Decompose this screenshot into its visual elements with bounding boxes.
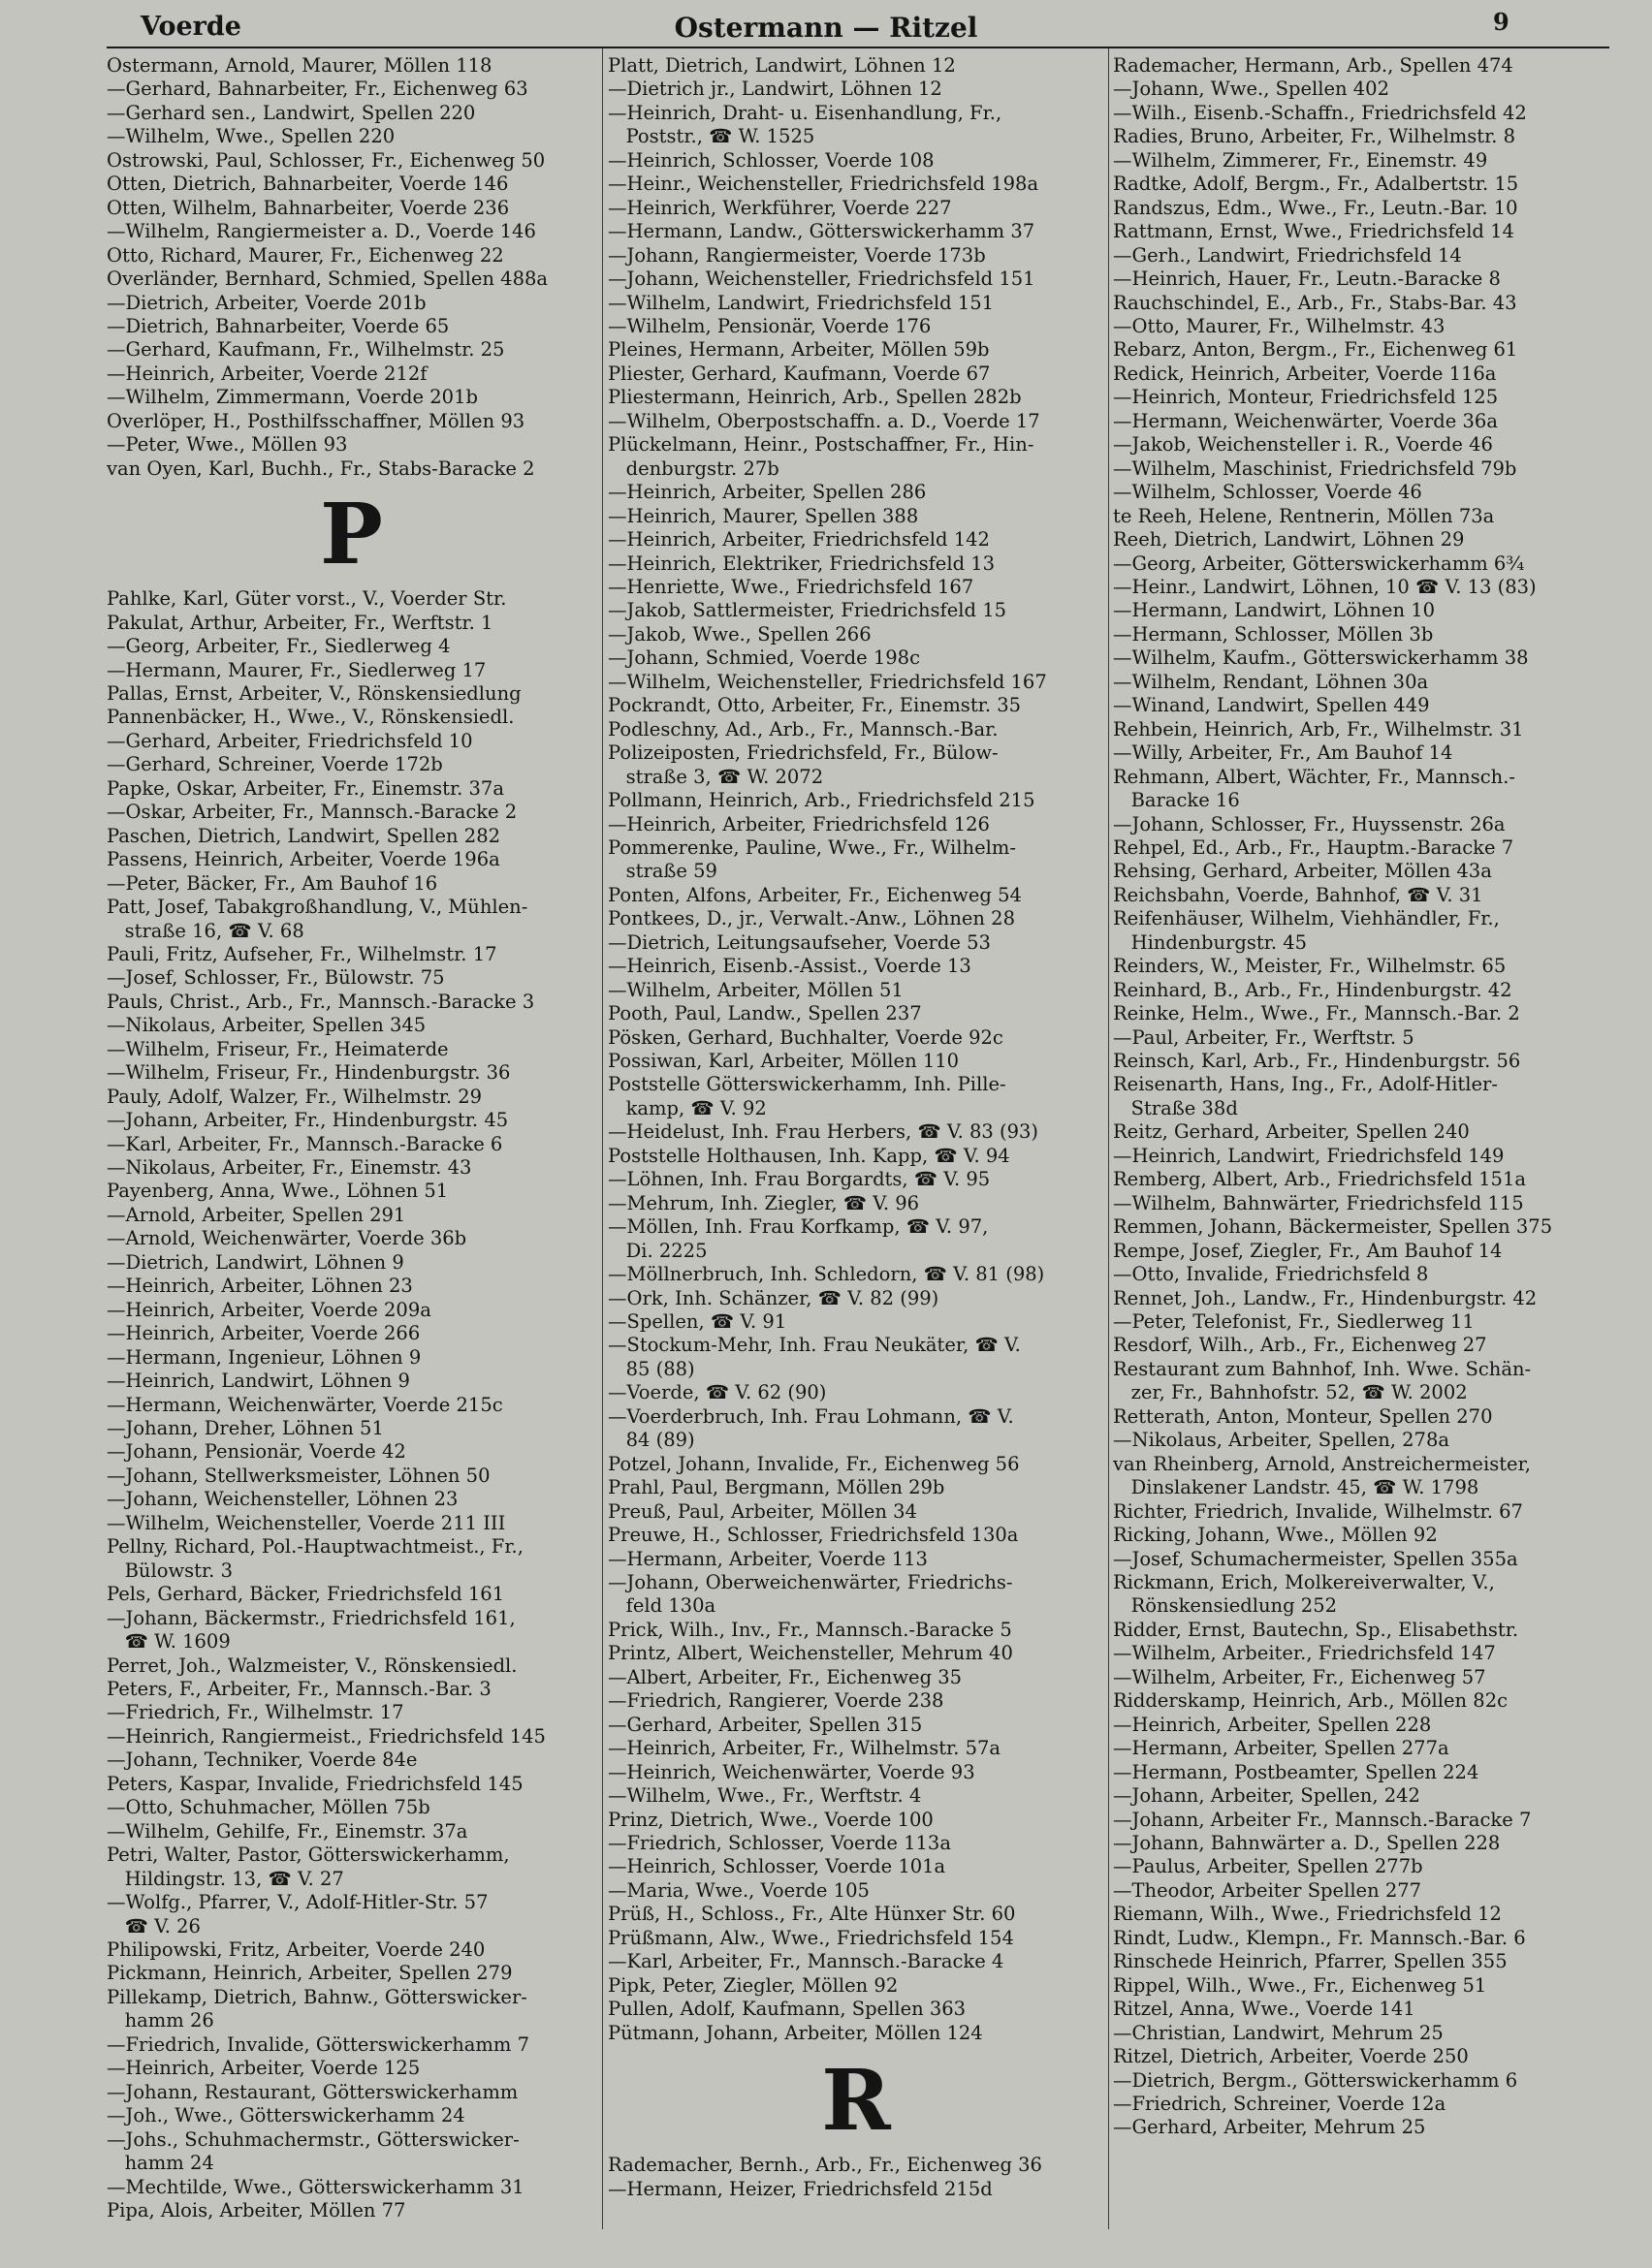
directory-entry: Reitz, Gerhard, Arbeiter, Spellen 240 — [1113, 1120, 1470, 1144]
directory-entry: —Wilhelm, Friseur, Fr., Hindenburgstr. 36 — [107, 1061, 511, 1085]
directory-entry: —Heinrich, Arbeiter, Voerde 266 — [107, 1322, 421, 1345]
directory-entry: Rennet, Joh., Landw., Fr., Hindenburgstr. 42 — [1113, 1286, 1538, 1309]
directory-entry-continuation: 84 (89) — [608, 1429, 695, 1452]
directory-entry: —Friedrich, Schlosser, Voerde 113a — [608, 1831, 951, 1854]
directory-entry: —Arnold, Weichenwärter, Voerde 36b — [107, 1227, 467, 1250]
directory-entry: —Wilhelm, Schlosser, Voerde 46 — [1113, 481, 1422, 504]
directory-entry: —Arnold, Arbeiter, Spellen 291 — [107, 1203, 406, 1226]
directory-entry: Paschen, Dietrich, Landwirt, Spellen 282 — [107, 824, 501, 847]
directory-entry: —Peter, Bäcker, Fr., Am Bauhof 16 — [107, 871, 438, 895]
directory-entry: —Joh., Wwe., Götterswickerhamm 24 — [107, 2104, 465, 2127]
directory-entry: Pommerenke, Pauline, Wwe., Fr., Wilhelm- — [608, 835, 1016, 859]
directory-entry: Ostrowski, Paul, Schlosser, Fr., Eichenweg 50 — [107, 148, 546, 172]
directory-entry: Platt, Dietrich, Landwirt, Löhnen 12 — [608, 54, 956, 77]
directory-entry-continuation: denburgstr. 27b — [608, 457, 779, 480]
directory-entry: —Josef, Schlosser, Fr., Bülowstr. 75 — [107, 966, 445, 990]
directory-entry: —Heinrich, Elektriker, Friedrichsfeld 13 — [608, 551, 996, 575]
directory-entry: —Wilhelm, Maschinist, Friedrichsfeld 79b — [1113, 457, 1517, 480]
directory-entry: —Heinrich, Landwirt, Löhnen 9 — [107, 1370, 410, 1393]
directory-entry: Pallas, Ernst, Arbeiter, V., Rönskensiedlung — [107, 681, 522, 705]
directory-entry: —Nikolaus, Arbeiter, Spellen, 278a — [1113, 1429, 1449, 1452]
directory-entry: —Hermann, Arbeiter, Spellen 277a — [1113, 1737, 1449, 1760]
directory-entry: —Josef, Schumachermeister, Spellen 355a — [1113, 1547, 1518, 1570]
directory-entry: —Gerhard, Schreiner, Voerde 172b — [107, 753, 443, 776]
directory-entry-continuation: feld 130a — [608, 1594, 716, 1618]
directory-entry: —Johann, Rangiermeister, Voerde 173b — [608, 243, 986, 267]
directory-entry: —Heinrich, Hauer, Fr., Leutn.-Baracke 8 — [1113, 268, 1501, 291]
section-letter: R — [821, 2052, 891, 2151]
directory-entry: —Wilhelm, Zimmerer, Fr., Einemstr. 49 — [1113, 148, 1488, 172]
directory-entry: Plückelmann, Heinr., Postschaffner, Fr., Hin- — [608, 433, 1034, 457]
directory-column-3 — [1113, 54, 1603, 2140]
directory-entry: Pipa, Alois, Arbeiter, Möllen 77 — [107, 2198, 406, 2221]
directory-entry-continuation: 85 (88) — [608, 1357, 695, 1380]
directory-entry: Peters, F., Arbeiter, Fr., Mannsch.-Bar. 3 — [107, 1678, 492, 1700]
directory-entry: —Hermann, Weichenwärter, Voerde 215c — [107, 1393, 503, 1416]
directory-entry: Rinschede Heinrich, Pfarrer, Spellen 355 — [1113, 1950, 1508, 1973]
directory-entry: Pütmann, Johann, Arbeiter, Möllen 124 — [608, 2021, 983, 2044]
directory-entry: Peters, Kaspar, Invalide, Friedrichsfeld 145 — [107, 1772, 524, 1795]
directory-entry-continuation: zer, Fr., Bahnhofstr. 52, ☎ W. 2002 — [1113, 1381, 1468, 1404]
directory-entry: —Willy, Arbeiter, Fr., Am Bauhof 14 — [1113, 741, 1453, 765]
directory-entry-continuation: straße 59 — [608, 860, 717, 883]
directory-entry: Reinders, W., Meister, Fr., Wilhelmstr. 65 — [1113, 955, 1507, 978]
directory-entry: —Gerhard, Kaufmann, Fr., Wilhelmstr. 25 — [107, 338, 505, 362]
directory-entry-continuation: Hildingstr. 13, ☎ V. 27 — [107, 1867, 344, 1890]
directory-entry: —Wilhelm, Pensionär, Voerde 176 — [608, 314, 932, 337]
directory-entry: Possiwan, Karl, Arbeiter, Möllen 110 — [608, 1050, 960, 1073]
directory-entry: Remberg, Albert, Arb., Friedrichsfeld 151a — [1113, 1168, 1526, 1191]
directory-entry: Pakulat, Arthur, Arbeiter, Fr., Werftstr. 1 — [107, 611, 493, 634]
directory-entry: —Wilhelm, Zimmermann, Voerde 201b — [107, 386, 478, 409]
directory-entry: Ridder, Ernst, Bautechn, Sp., Elisabethstr. — [1113, 1618, 1519, 1641]
directory-entry: —Oskar, Arbeiter, Fr., Mannsch.-Baracke 2 — [107, 801, 518, 824]
directory-entry: Pipk, Peter, Ziegler, Möllen 92 — [608, 1973, 899, 1997]
directory-entry: —Möllen, Inh. Frau Korfkamp, ☎ V. 97, — [608, 1215, 989, 1239]
directory-entry-continuation: kamp, ☎ V. 92 — [608, 1096, 767, 1119]
directory-entry: Otten, Dietrich, Bahnarbeiter, Voerde 146 — [107, 173, 509, 196]
directory-column-2 — [608, 54, 1104, 2201]
directory-entry: Prüß, H., Schloss., Fr., Alte Hünxer Str. 60 — [608, 1903, 1016, 1926]
directory-entry: Pleines, Hermann, Arbeiter, Möllen 59b — [608, 338, 990, 362]
directory-entry: Rehsing, Gerhard, Arbeiter, Möllen 43a — [1113, 860, 1492, 883]
directory-entry: —Gerhard, Arbeiter, Friedrichsfeld 10 — [107, 729, 473, 752]
directory-entry: Rauchschindel, E., Arb., Fr., Stabs-Bar. 43 — [1113, 291, 1517, 314]
directory-entry: Rattmann, Ernst, Wwe., Friedrichsfeld 14 — [1113, 220, 1514, 243]
directory-entry: —Heidelust, Inh. Frau Herbers, ☎ V. 83 (93) — [608, 1120, 1039, 1144]
directory-entry: Pellny, Richard, Pol.-Hauptwachtmeist., Fr., — [107, 1535, 524, 1559]
directory-entry: —Heinrich, Draht- u. Eisenhandlung, Fr., — [608, 101, 1002, 124]
directory-entry: —Johann, Oberweichenwärter, Friedrichs- — [608, 1571, 1013, 1593]
directory-entry: —Winand, Landwirt, Spellen 449 — [1113, 694, 1430, 717]
directory-entry: Reinsch, Karl, Arb., Fr., Hindenburgstr. 56 — [1113, 1050, 1521, 1073]
directory-entry: Ritzel, Dietrich, Arbeiter, Voerde 250 — [1113, 2045, 1469, 2068]
directory-entry: Petri, Walter, Pastor, Götterswickerhamm, — [107, 1843, 510, 1867]
directory-entry: —Gerhard sen., Landwirt, Spellen 220 — [107, 101, 476, 124]
directory-entry: Riemann, Wilh., Wwe., Friedrichsfeld 12 — [1113, 1903, 1502, 1926]
directory-entry: Overlöper, H., Posthilfsschaffner, Möllen 93 — [107, 409, 525, 432]
directory-entry: Randszus, Edm., Wwe., Fr., Leutn.-Bar. 10 — [1113, 196, 1518, 219]
directory-entry: —Georg, Arbeiter, Fr., Siedlerweg 4 — [107, 635, 451, 658]
directory-entry: Remmen, Johann, Bäckermeister, Spellen 375 — [1113, 1215, 1553, 1239]
directory-entry: —Heinrich, Monteur, Friedrichsfeld 125 — [1113, 386, 1499, 409]
directory-entry-continuation: Hindenburgstr. 45 — [1113, 930, 1308, 954]
directory-entry: Restaurant zum Bahnhof, Inh. Wwe. Schän- — [1113, 1357, 1532, 1380]
directory-entry: Reichsbahn, Voerde, Bahnhof, ☎ V. 31 — [1113, 883, 1483, 906]
directory-entry: te Reeh, Helene, Rentnerin, Möllen 73a — [1113, 504, 1495, 527]
directory-entry-continuation: ☎ V. 26 — [107, 1914, 201, 1937]
directory-entry: —Otto, Invalide, Friedrichsfeld 8 — [1113, 1263, 1429, 1286]
directory-entry: Preuwe, H., Schlosser, Friedrichsfeld 130a — [608, 1524, 1019, 1547]
directory-entry: van Rheinberg, Arnold, Anstreichermeister, — [1113, 1452, 1531, 1475]
directory-entry: —Johann, Schlosser, Fr., Huyssenstr. 26a — [1113, 812, 1506, 835]
directory-entry: —Hermann, Ingenieur, Löhnen 9 — [107, 1345, 422, 1369]
directory-entry: —Jakob, Weichensteller i. R., Voerde 46 — [1113, 433, 1493, 457]
directory-entry: Reeh, Dietrich, Landwirt, Löhnen 29 — [1113, 528, 1465, 551]
directory-entry: —Christian, Landwirt, Mehrum 25 — [1113, 2021, 1444, 2044]
directory-entry: Pickmann, Heinrich, Arbeiter, Spellen 279 — [107, 1962, 513, 1985]
page-header — [0, 0, 1652, 48]
directory-entry: —Voerde, ☎ V. 62 (90) — [608, 1381, 827, 1404]
directory-entry: —Heinr., Weichensteller, Friedrichsfeld 198a — [608, 173, 1039, 196]
directory-entry: Rademacher, Hermann, Arb., Spellen 474 — [1113, 54, 1513, 77]
directory-entry: Pockrandt, Otto, Arbeiter, Fr., Einemstr. 35 — [608, 694, 1022, 717]
directory-entry: —Jakob, Wwe., Spellen 266 — [608, 622, 872, 646]
directory-entry: —Paul, Arbeiter, Fr., Werftstr. 5 — [1113, 1025, 1414, 1049]
directory-entry-continuation: Rönskensiedlung 252 — [1113, 1594, 1338, 1618]
directory-entry: Pels, Gerhard, Bäcker, Friedrichsfeld 161 — [107, 1583, 505, 1606]
directory-entry: —Gerhard, Arbeiter, Spellen 315 — [608, 1713, 923, 1736]
directory-entry: —Heinrich, Arbeiter, Fr., Wilhelmstr. 57a — [608, 1737, 1001, 1760]
directory-entry-continuation: ☎ W. 1609 — [107, 1630, 231, 1654]
directory-entry: —Otto, Maurer, Fr., Wilhelmstr. 43 — [1113, 314, 1446, 337]
directory-entry: Retterath, Anton, Monteur, Spellen 270 — [1113, 1404, 1493, 1428]
directory-entry: —Heinrich, Arbeiter, Spellen 228 — [1113, 1713, 1432, 1736]
directory-entry: —Wilhelm, Landwirt, Friedrichsfeld 151 — [608, 291, 995, 314]
directory-entry: Rehbein, Heinrich, Arb, Fr., Wilhelmstr. 31 — [1113, 717, 1524, 740]
directory-column-1 — [107, 54, 596, 2222]
directory-entry: —Ork, Inh. Schänzer, ☎ V. 82 (99) — [608, 1286, 939, 1309]
directory-entry: Pullen, Adolf, Kaufmann, Spellen 363 — [608, 1998, 967, 2021]
directory-entry: —Nikolaus, Arbeiter, Spellen 345 — [107, 1014, 427, 1037]
directory-entry: Passens, Heinrich, Arbeiter, Voerde 196a — [107, 848, 500, 871]
directory-entry: —Heinrich, Arbeiter, Voerde 209a — [107, 1298, 431, 1321]
directory-entry: —Dietrich, Landwirt, Löhnen 9 — [107, 1250, 404, 1274]
directory-entry: Polizeiposten, Friedrichsfeld, Fr., Bülow- — [608, 741, 999, 765]
directory-entry: Rippel, Wilh., Wwe., Fr., Eichenweg 51 — [1113, 1973, 1487, 1997]
directory-entry: —Wilhelm, Weichensteller, Voerde 211 III — [107, 1511, 506, 1534]
directory-entry: —Heinrich, Arbeiter, Friedrichsfeld 142 — [608, 528, 990, 551]
directory-entry: —Wilhelm, Friseur, Fr., Heimaterde — [107, 1037, 449, 1060]
column-divider — [602, 48, 603, 2229]
directory-entry: —Johann, Bäckermstr., Friedrichsfeld 161, — [107, 1606, 516, 1629]
directory-entry: Rebarz, Anton, Bergm., Fr., Eichenweg 61 — [1113, 338, 1518, 362]
directory-entry: —Dietrich, Bahnarbeiter, Voerde 65 — [107, 314, 450, 337]
directory-entry: Resdorf, Wilh., Arb., Fr., Eichenweg 27 — [1113, 1334, 1487, 1357]
directory-entry: —Mechtilde, Wwe., Götterswickerhamm 31 — [107, 2175, 524, 2198]
directory-entry: —Heinrich, Arbeiter, Voerde 125 — [107, 2057, 421, 2080]
directory-entry: Rindt, Ludw., Klempn., Fr. Mannsch.-Bar. 6 — [1113, 1926, 1526, 1949]
directory-entry: —Heinrich, Arbeiter, Löhnen 23 — [107, 1275, 413, 1298]
directory-entry: —Wilhelm, Weichensteller, Friedrichsfeld 167 — [608, 670, 1047, 693]
page-number: 9 — [1493, 8, 1509, 36]
directory-entry: —Dietrich jr., Landwirt, Löhnen 12 — [608, 78, 942, 101]
directory-entry: —Voerderbruch, Inh. Frau Lohmann, ☎ V. — [608, 1404, 1014, 1428]
directory-entry-continuation: Bülowstr. 3 — [107, 1559, 233, 1582]
directory-entry: Papke, Oskar, Arbeiter, Fr., Einemstr. 37a — [107, 776, 504, 800]
directory-entry: —Friedrich, Rangierer, Voerde 238 — [608, 1689, 944, 1713]
directory-entry: —Johann, Pensionär, Voerde 42 — [107, 1440, 406, 1464]
directory-entry: —Johs., Schuhmachermstr., Götterswicker- — [107, 2127, 520, 2151]
directory-entry: —Heinrich, Arbeiter, Voerde 212f — [107, 362, 428, 385]
directory-entry: —Johann, Techniker, Voerde 84e — [107, 1748, 418, 1772]
directory-entry: —Heinrich, Schlosser, Voerde 108 — [608, 148, 935, 172]
directory-entry: Otto, Richard, Maurer, Fr., Eichenweg 22 — [107, 243, 504, 267]
directory-entry: —Wilhelm, Arbeiter, Möllen 51 — [608, 978, 904, 1001]
directory-entry: Preuß, Paul, Arbeiter, Möllen 34 — [608, 1499, 917, 1523]
directory-entry: Overländer, Bernhard, Schmied, Spellen 488a — [107, 268, 549, 291]
directory-entry: —Wilhelm, Gehilfe, Fr., Einemstr. 37a — [107, 1819, 468, 1843]
directory-entry: Ostermann, Arnold, Maurer, Möllen 118 — [107, 54, 492, 77]
directory-entry: van Oyen, Karl, Buchh., Fr., Stabs-Baracke 2 — [107, 457, 535, 480]
directory-entry: Payenberg, Anna, Wwe., Löhnen 51 — [107, 1180, 449, 1203]
directory-entry: Ponten, Alfons, Arbeiter, Fr., Eichenweg 54 — [608, 883, 1022, 906]
directory-entry: —Nikolaus, Arbeiter, Fr., Einemstr. 43 — [107, 1156, 472, 1180]
directory-entry: —Gerhard, Arbeiter, Mehrum 25 — [1113, 2116, 1426, 2139]
directory-entry: —Wilhelm, Oberpostschaffn. a. D., Voerde 17 — [608, 409, 1040, 432]
directory-entry: Rademacher, Bernh., Arb., Fr., Eichenweg 36 — [608, 2154, 1042, 2177]
directory-entry: —Spellen, ☎ V. 91 — [608, 1310, 787, 1334]
section-letter: P — [320, 486, 383, 584]
directory-entry: —Johann, Arbeiter Fr., Mannsch.-Baracke 7 — [1113, 1808, 1532, 1831]
directory-entry: Reifenhäuser, Wilhelm, Viehhändler, Fr., — [1113, 907, 1500, 930]
directory-entry-continuation: straße 16, ☎ V. 68 — [107, 919, 304, 942]
directory-entry: Potzel, Johann, Invalide, Fr., Eichenweg 56 — [608, 1452, 1020, 1475]
directory-entry: —Hermann, Landwirt, Löhnen 10 — [1113, 599, 1436, 622]
directory-entry: —Johann, Arbeiter, Fr., Hindenburgstr. 45 — [107, 1109, 509, 1132]
directory-entry: —Wilhelm, Wwe., Fr., Werftstr. 4 — [608, 1784, 922, 1808]
directory-entry: —Friedrich, Fr., Wilhelmstr. 17 — [107, 1701, 404, 1724]
directory-entry: Pauli, Fritz, Aufseher, Fr., Wilhelmstr. 17 — [107, 942, 497, 965]
directory-entry: —Friedrich, Invalide, Götterswickerhamm 7 — [107, 2032, 529, 2056]
directory-entry: Pooth, Paul, Landw., Spellen 237 — [608, 1002, 922, 1025]
directory-entry-continuation: hamm 26 — [107, 2009, 214, 2032]
directory-entry: —Johann, Weichensteller, Löhnen 23 — [107, 1488, 459, 1511]
directory-entry: Pliester, Gerhard, Kaufmann, Voerde 67 — [608, 362, 991, 385]
directory-entry: —Johann, Arbeiter, Spellen, 242 — [1113, 1784, 1420, 1808]
directory-entry-continuation: Baracke 16 — [1113, 789, 1240, 812]
directory-entry: Patt, Josef, Tabakgroßhandlung, V., Mühlen- — [107, 896, 528, 919]
directory-entry: —Georg, Arbeiter, Götterswickerhamm 6¾ — [1113, 551, 1525, 575]
directory-entry: Philipowski, Fritz, Arbeiter, Voerde 240 — [107, 1937, 486, 1961]
directory-entry: —Karl, Arbeiter, Fr., Mannsch.-Baracke 6 — [107, 1132, 503, 1155]
directory-entry: —Mehrum, Inh. Ziegler, ☎ V. 96 — [608, 1191, 920, 1214]
directory-entry: —Paulus, Arbeiter, Spellen 277b — [1113, 1855, 1423, 1878]
directory-entry: —Peter, Wwe., Möllen 93 — [107, 433, 348, 457]
header-rule — [107, 47, 1609, 48]
directory-entry: Ricking, Johann, Wwe., Möllen 92 — [1113, 1524, 1438, 1547]
directory-entry: —Johann, Restaurant, Götterswickerhamm — [107, 2080, 519, 2103]
directory-entry: —Gerh., Landwirt, Friedrichsfeld 14 — [1113, 243, 1462, 267]
directory-entry: Pliestermann, Heinrich, Arb., Spellen 282b — [608, 386, 1022, 409]
directory-entry: Reisenarth, Hans, Ing., Fr., Adolf-Hitler- — [1113, 1073, 1498, 1096]
directory-entry: Pollmann, Heinrich, Arb., Friedrichsfeld 215 — [608, 789, 1035, 812]
directory-entry: —Hermann, Maurer, Fr., Siedlerweg 17 — [107, 658, 487, 681]
directory-entry: —Hermann, Weichenwärter, Voerde 36a — [1113, 409, 1498, 432]
directory-entry: —Löhnen, Inh. Frau Borgardts, ☎ V. 95 — [608, 1168, 991, 1191]
directory-entry: —Heinrich, Werkführer, Voerde 227 — [608, 196, 952, 219]
directory-entry: Rehpel, Ed., Arb., Fr., Hauptm.-Baracke 7 — [1113, 835, 1514, 859]
directory-entry: Pauly, Adolf, Walzer, Fr., Wilhelmstr. 29 — [107, 1085, 483, 1108]
directory-entry: Printz, Albert, Weichensteller, Mehrum 40 — [608, 1642, 1013, 1665]
directory-entry: Reinhard, B., Arb., Fr., Hindenburgstr. 42 — [1113, 978, 1512, 1001]
directory-entry: —Heinrich, Landwirt, Friedrichsfeld 149 — [1113, 1144, 1505, 1167]
directory-entry: Reinke, Helm., Wwe., Fr., Mannsch.-Bar. 2 — [1113, 1002, 1520, 1025]
directory-entry: —Hermann, Schlosser, Möllen 3b — [1113, 622, 1434, 646]
directory-entry-continuation: Dinslakener Landstr. 45, ☎ W. 1798 — [1113, 1476, 1479, 1499]
directory-entry: —Möllnerbruch, Inh. Schledorn, ☎ V. 81 (98) — [608, 1263, 1045, 1286]
directory-entry: —Heinrich, Schlosser, Voerde 101a — [608, 1855, 946, 1878]
directory-entry: —Wilhelm, Rendant, Löhnen 30a — [1113, 670, 1429, 693]
directory-entry: Rickmann, Erich, Molkereiverwalter, V., — [1113, 1571, 1495, 1593]
directory-entry: —Henriette, Wwe., Friedrichsfeld 167 — [608, 575, 974, 598]
directory-entry: —Johann, Dreher, Löhnen 51 — [107, 1417, 384, 1440]
directory-entry-continuation: hamm 24 — [107, 2152, 214, 2175]
directory-entry: Pahlke, Karl, Güter vorst., V., Voerder Str. — [107, 587, 507, 611]
directory-entry-continuation: straße 3, ☎ W. 2072 — [608, 765, 824, 788]
directory-entry: Prinz, Dietrich, Wwe., Voerde 100 — [608, 1808, 934, 1831]
directory-entry: —Maria, Wwe., Voerde 105 — [608, 1878, 870, 1902]
directory-entry: Ridderskamp, Heinrich, Arb., Möllen 82c — [1113, 1689, 1509, 1713]
directory-entry: —Stockum-Mehr, Inh. Frau Neukäter, ☎ V. — [608, 1334, 1021, 1357]
directory-entry: Prick, Wilh., Inv., Fr., Mannsch.-Baracke 5 — [608, 1618, 1012, 1641]
directory-entry: —Jakob, Sattlermeister, Friedrichsfeld 15 — [608, 599, 1007, 622]
directory-entry: Pauls, Christ., Arb., Fr., Mannsch.-Baracke 3 — [107, 990, 535, 1013]
directory-entry: Podleschny, Ad., Arb., Fr., Mannsch.-Bar. — [608, 717, 999, 740]
directory-entry: Richter, Friedrich, Invalide, Wilhelmstr. 67 — [1113, 1499, 1523, 1523]
directory-entry: Pösken, Gerhard, Buchhalter, Voerde 92c — [608, 1025, 1003, 1049]
directory-entry: Otten, Wilhelm, Bahnarbeiter, Voerde 236 — [107, 196, 510, 219]
directory-entry: —Wilhelm, Rangiermeister a. D., Voerde 146 — [107, 220, 536, 243]
directory-entry-continuation: Poststr., ☎ W. 1525 — [608, 125, 815, 148]
directory-entry-continuation: Di. 2225 — [608, 1239, 708, 1262]
directory-entry: —Johann, Bahnwärter a. D., Spellen 228 — [1113, 1831, 1501, 1854]
header-location: Voerde — [141, 12, 241, 42]
directory-entry: —Heinrich, Rangiermeist., Friedrichsfeld 145 — [107, 1724, 546, 1748]
directory-entry: —Dietrich, Leitungsaufseher, Voerde 53 — [608, 930, 991, 954]
directory-entry: Perret, Joh., Walzmeister, V., Rönskensiedl. — [107, 1654, 518, 1677]
directory-entry: —Karl, Arbeiter, Fr., Mannsch.-Baracke 4 — [608, 1950, 1004, 1973]
directory-entry: —Friedrich, Schreiner, Voerde 12a — [1113, 2092, 1446, 2115]
directory-entry: —Wilhelm, Kaufm., Götterswickerhamm 38 — [1113, 646, 1529, 670]
directory-entry: —Wilh., Eisenb.-Schaffn., Friedrichsfeld 42 — [1113, 101, 1527, 124]
directory-entry: —Heinrich, Arbeiter, Spellen 286 — [608, 481, 927, 504]
directory-entry: —Wilhelm, Arbeiter, Fr., Eichenweg 57 — [1113, 1665, 1486, 1688]
directory-entry: —Johann, Wwe., Spellen 402 — [1113, 78, 1389, 101]
directory-entry: Radtke, Adolf, Bergm., Fr., Adalbertstr. 15 — [1113, 173, 1519, 196]
directory-entry: Rehmann, Albert, Wächter, Fr., Mannsch.- — [1113, 765, 1516, 788]
directory-entry: —Albert, Arbeiter, Fr., Eichenweg 35 — [608, 1665, 963, 1688]
directory-entry: —Hermann, Landw., Götterswickerhamm 37 — [608, 220, 1035, 243]
directory-entry: Prahl, Paul, Bergmann, Möllen 29b — [608, 1476, 945, 1499]
directory-entry: —Otto, Schuhmacher, Möllen 75b — [107, 1796, 430, 1819]
column-divider — [1108, 48, 1109, 2229]
directory-entry: Redick, Heinrich, Arbeiter, Voerde 116a — [1113, 362, 1497, 385]
directory-entry: —Johann, Weichensteller, Friedrichsfeld 151 — [608, 268, 1035, 291]
directory-entry: Poststelle Götterswickerhamm, Inh. Pille- — [608, 1073, 1006, 1096]
directory-entry: —Johann, Stellwerksmeister, Löhnen 50 — [107, 1464, 491, 1487]
directory-entry: —Theodor, Arbeiter Spellen 277 — [1113, 1878, 1422, 1902]
directory-entry: —Heinrich, Maurer, Spellen 388 — [608, 504, 919, 527]
directory-entry: —Johann, Schmied, Voerde 198c — [608, 646, 920, 670]
directory-entry: —Gerhard, Bahnarbeiter, Fr., Eichenweg 63 — [107, 78, 528, 101]
directory-entry-continuation: Straße 38d — [1113, 1096, 1238, 1119]
directory-entry: —Heinrich, Arbeiter, Friedrichsfeld 126 — [608, 812, 990, 835]
directory-entry: —Peter, Telefonist, Fr., Siedlerweg 11 — [1113, 1310, 1475, 1334]
directory-entry: —Wolfg., Pfarrer, V., Adolf-Hitler-Str. 57 — [107, 1891, 489, 1914]
directory-entry: —Dietrich, Arbeiter, Voerde 201b — [107, 291, 427, 314]
directory-entry: —Heinrich, Weichenwärter, Voerde 93 — [608, 1760, 975, 1783]
directory-entry: Pannenbäcker, H., Wwe., V., Rönskensiedl. — [107, 706, 515, 729]
directory-entry: Radies, Bruno, Arbeiter, Fr., Wilhelmstr. 8 — [1113, 125, 1516, 148]
directory-entry: —Wilhelm, Wwe., Spellen 220 — [107, 125, 396, 148]
directory-entry: —Hermann, Heizer, Friedrichsfeld 215d — [608, 2177, 993, 2200]
directory-entry: Pontkees, D., jr., Verwalt.-Anw., Löhnen 28 — [608, 907, 1015, 930]
directory-entry: Ritzel, Anna, Wwe., Voerde 141 — [1113, 1998, 1415, 2021]
directory-entry: —Heinrich, Eisenb.-Assist., Voerde 13 — [608, 955, 971, 978]
directory-entry: Poststelle Holthausen, Inh. Kapp, ☎ V. 94 — [608, 1144, 1010, 1167]
header-name-range: Ostermann — Ritzel — [674, 12, 978, 44]
directory-entry: —Dietrich, Bergm., Götterswickerhamm 6 — [1113, 2068, 1518, 2092]
directory-entry: —Wilhelm, Arbeiter., Friedrichsfeld 147 — [1113, 1642, 1496, 1665]
directory-entry: Prüßmann, Alw., Wwe., Friedrichsfeld 154 — [608, 1926, 1014, 1949]
directory-entry: —Wilhelm, Bahnwärter, Friedrichsfeld 115 — [1113, 1191, 1524, 1214]
directory-entry: Pillekamp, Dietrich, Bahnw., Götterswicker- — [107, 1985, 527, 2008]
directory-entry: —Hermann, Arbeiter, Voerde 113 — [608, 1547, 928, 1570]
directory-entry: —Hermann, Postbeamter, Spellen 224 — [1113, 1760, 1479, 1783]
directory-entry: Rempe, Josef, Ziegler, Fr., Am Bauhof 14 — [1113, 1239, 1503, 1262]
directory-entry: —Heinr., Landwirt, Löhnen, 10 ☎ V. 13 (83) — [1113, 575, 1537, 598]
